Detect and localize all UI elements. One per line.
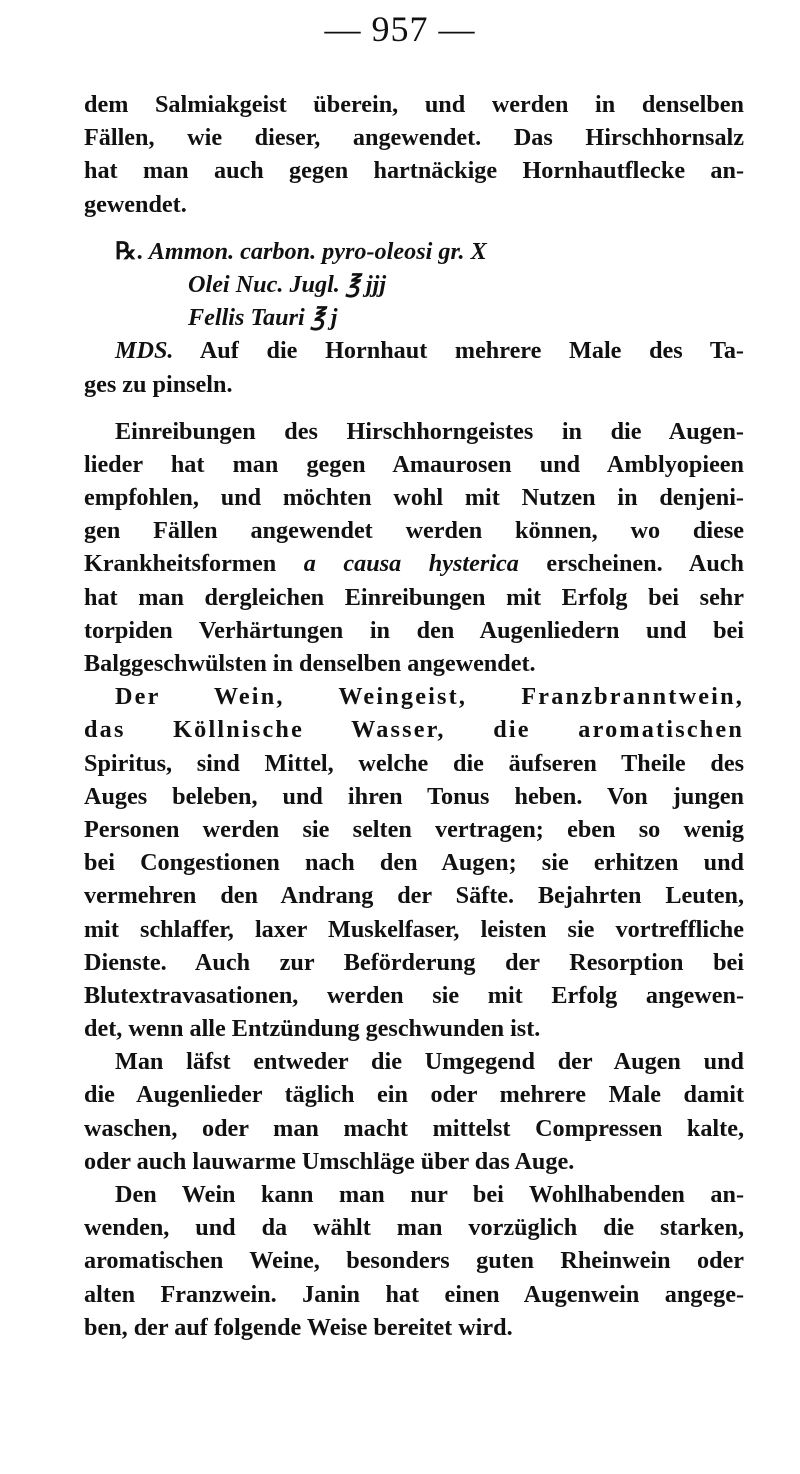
text-line: gen Fällen angewendet werden können, wo diese [84, 517, 744, 545]
recipe-line: ges zu pinseln. [84, 370, 233, 398]
text-line: Blutextravasationen, werden sie mit Erfolg angewen- [84, 981, 744, 1009]
recipe-line [84, 301, 744, 334]
recipe-mds-label: MDS. [115, 337, 174, 365]
text-line: hat man dergleichen Einreibungen mit Erfolg bei sehr [84, 583, 744, 611]
recipe-ingredient: Fellis Tauri ℥ j [188, 304, 338, 332]
text-line: ben, der auf folgende Weise bereitet wird. [84, 1313, 513, 1341]
text-line: wenden, und da wählt man vorzüglich die starken, [84, 1214, 744, 1242]
text-fragment: erscheinen. Auch [546, 550, 744, 578]
text-line: waschen, oder man macht mittelst Compressen kalte, [84, 1114, 744, 1142]
recipe-symbol: ℞. [115, 237, 143, 265]
recipe-instruction: Auf die Hornhaut mehrere Male des Ta- [199, 337, 744, 365]
text-line: dem Salmiakgeist überein, und werden in denselben [84, 91, 744, 118]
text-line: Den Wein kann man nur bei Wohlhabenden an- [115, 1181, 744, 1208]
text-line: det, wenn alle Entzündung geschwunden ist. [84, 1015, 541, 1043]
recipe-line [84, 268, 744, 301]
recipe-line [84, 334, 744, 367]
text-line: das Köllnische Wasser, die aromatischen [84, 716, 744, 744]
text-line: vermehren den Andrang der Säfte. Bejahrten Leuten, [84, 882, 744, 910]
text-line: Der Wein, Weingeist, Franzbranntwein, [115, 683, 744, 711]
text-line: oder auch lauwarme Umschläge über das Auge. [84, 1147, 575, 1175]
text-line: torpiden Verhärtungen in den Augenliedern und bei [84, 616, 744, 644]
recipe-ingredient: Ammon. carbon. pyro-oleosi gr. X [148, 237, 487, 265]
text-line: Personen werden sie selten vertragen; eben so wenig [84, 815, 744, 843]
text-line: Dienste. Auch zur Beförderung der Resorption bei [84, 948, 744, 976]
text-line: die Augenlieder täglich ein oder mehrere Male damit [84, 1081, 744, 1109]
text-line: gewendet. [84, 190, 187, 218]
recipe-ingredient: Olei Nuc. Jugl. ℥ jjj [188, 270, 387, 298]
text-line: empfohlen, und möchten wohl mit Nutzen in denjeni- [84, 484, 744, 512]
text-fragment: Krankheitsformen [84, 550, 277, 578]
page-number: — 957 — [324, 9, 476, 49]
body-text [84, 88, 744, 1344]
text-line: Man läfst entweder die Umgegend der Augen und [115, 1048, 744, 1076]
text-line: alten Franzwein. Janin hat einen Augenwein angege- [84, 1280, 744, 1308]
recipe-line [84, 235, 744, 268]
text-line: bei Congestionen nach den Augen; sie erhitzen und [84, 849, 744, 877]
text-line: hat man auch gegen hartnäckige Hornhautflecke an- [84, 157, 744, 185]
text-line: mit schlaffer, laxer Muskelfaser, leisten sie vortreffliche [84, 915, 744, 943]
text-line: Balggeschwülsten in denselben angewendet. [84, 650, 536, 677]
text-line: Einreibungen des Hirschhorngeistes in die Augen- [115, 417, 744, 445]
text-line: aromatischen Weine, besonders guten Rheinwein oder [84, 1247, 744, 1275]
text-line [84, 547, 744, 580]
text-line: lieder hat man gegen Amaurosen und Amblyopieen [84, 450, 744, 478]
text-line: Fällen, wie dieser, angewendet. Das Hirschhornsalz [84, 124, 744, 152]
text-line: Spiritus, sind Mittel, welche die äufseren Theile des [84, 749, 744, 777]
latin-phrase: a causa hysterica [303, 550, 519, 578]
text-line: Auges beleben, und ihren Tonus heben. Von jungen [84, 782, 744, 810]
